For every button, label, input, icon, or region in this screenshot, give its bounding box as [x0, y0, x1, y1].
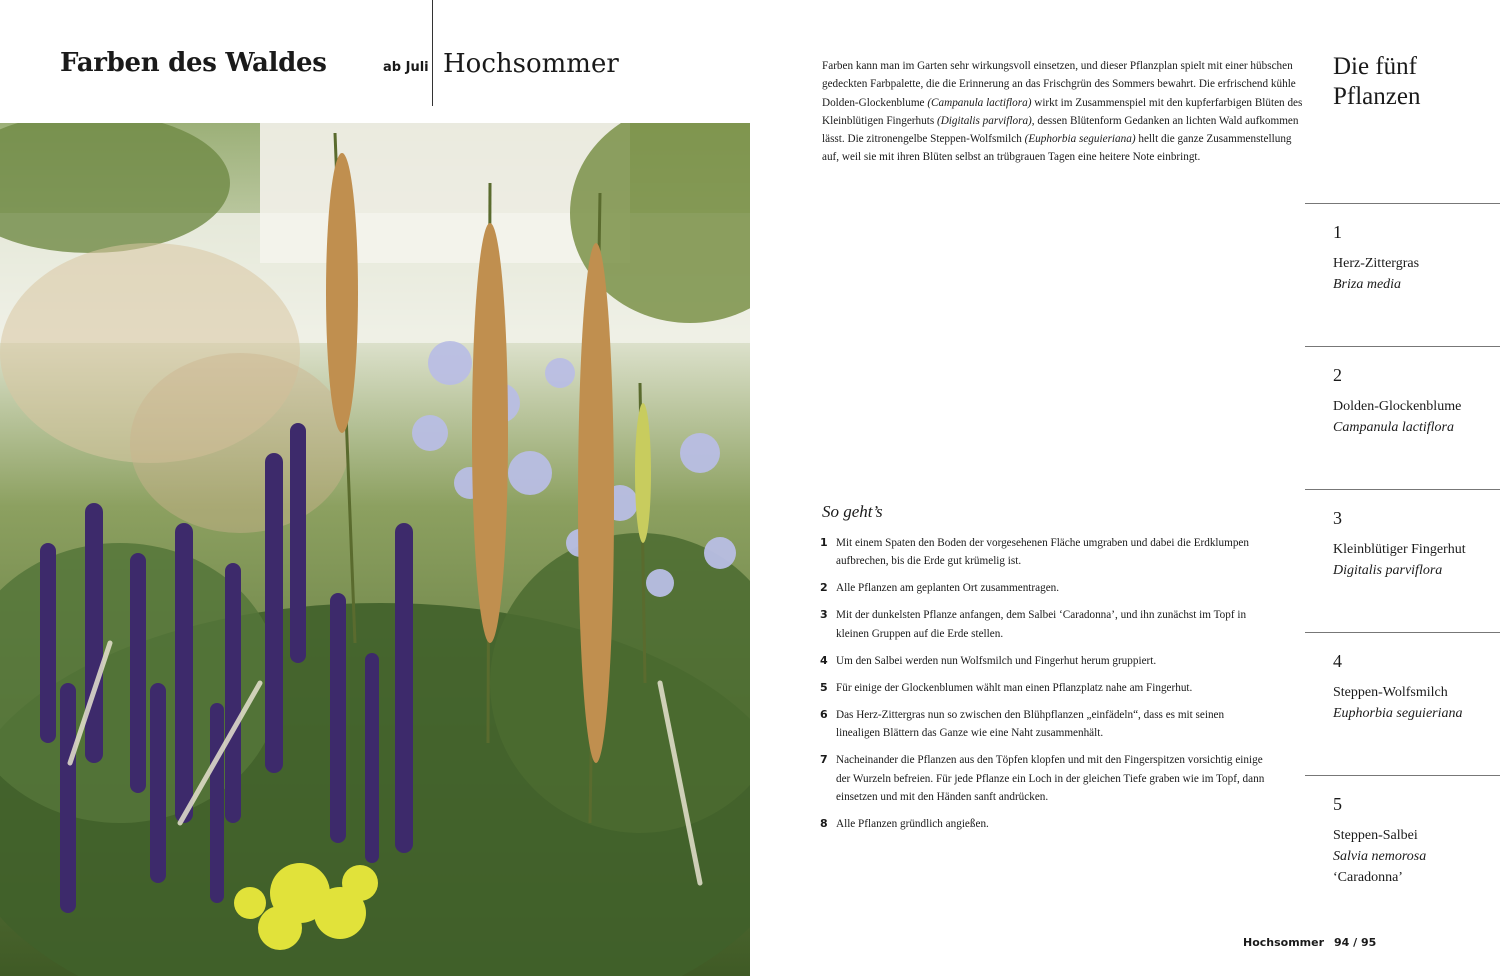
- plant-latin-name: Euphorbia seguieriana: [1333, 706, 1463, 721]
- plant-latin-name: Digitalis parviflora: [1333, 563, 1443, 578]
- plant-divider: [1305, 203, 1500, 204]
- plant-divider: [1305, 632, 1500, 633]
- instruction-step: [820, 534, 1270, 571]
- step-text: Nacheinander die Pflanzen aus den Töpfen klopfen und mit den Fingerspitzen vorsichtig einige der Wurzeln befreien. Für jede Pflanze ein Loch in der gleichen Tiefe graben wie im Topf, dann einsetzen und mit den Händen sanft andrücken.: [836, 754, 1265, 804]
- page-numbers: 94 / 95: [1334, 936, 1377, 949]
- plant-name: Dolden-Glockenblume: [1333, 399, 1462, 414]
- plant-latin-name: Campanula lactiflora: [1333, 420, 1454, 435]
- intro-text: [822, 57, 1308, 167]
- latin-name: (Euphorbia seguieriana): [1024, 133, 1136, 146]
- step-text: Für einige der Glockenblumen wählt man einen Pflanzplatz nahe am Fingerhut.: [836, 681, 1193, 694]
- season-heading: Hochsommer: [443, 49, 619, 79]
- step-text: Alle Pflanzen am geplanten Ort zusammentragen.: [836, 582, 1060, 595]
- plant-divider: [1305, 346, 1500, 347]
- latin-name: (Digitalis parviflora): [936, 114, 1032, 127]
- step-number: 1: [820, 536, 828, 549]
- plant-entry: [1333, 364, 1493, 438]
- header-divider: [432, 0, 433, 106]
- intro-paragraph: [822, 57, 1308, 167]
- plant-latin-name: Salvia nemorosa: [1333, 849, 1427, 864]
- plant-entry: [1333, 221, 1493, 295]
- plant-latin-name: Briza media: [1333, 277, 1402, 292]
- plant-number: 3: [1333, 508, 1342, 528]
- step-text: Um den Salbei werden nun Wolfsmilch und Fingerhut herum gruppiert.: [836, 654, 1157, 667]
- step-text: Alle Pflanzen gründlich angießen.: [836, 818, 989, 831]
- footer-section: Hochsommer: [1243, 936, 1325, 949]
- page-title: Farben des Waldes: [60, 48, 327, 78]
- plant-entry: [1333, 650, 1493, 724]
- instruction-step: [820, 815, 1270, 833]
- step-number: 7: [820, 753, 828, 767]
- instructions-title: So geht’s: [822, 502, 883, 521]
- step-number: 8: [820, 817, 828, 831]
- plant-number: 2: [1333, 365, 1342, 385]
- step-number: 3: [820, 608, 828, 622]
- intro-segment: , dessen Blütenform Gedanken an lichten Wald aufkommen lässt. Die zitronengelbe Steppen-Wolfsmilch: [822, 114, 1299, 146]
- plant-divider: [1305, 775, 1500, 776]
- latin-name: (Campanula lactiflora): [927, 96, 1032, 109]
- plant-number: 1: [1333, 222, 1342, 242]
- instruction-step: [820, 679, 1270, 697]
- plant-number: 4: [1333, 651, 1342, 671]
- intro-segment: hellt die ganze Zusammenstellung auf, weil sie mit ihren Blüten selbst an trübgrauen Tagen eine heitere Note einbringt.: [822, 133, 1292, 164]
- plant-name: Steppen-Salbei: [1333, 828, 1418, 843]
- plant-name: Steppen-Wolfsmilch: [1333, 685, 1448, 700]
- step-text: Mit einem Spaten den Boden der vorgesehenen Fläche umgraben und dabei die Erdklumpen aufbrechen, bis die Erde gut krümelig ist.: [836, 537, 1249, 568]
- instruction-step: [820, 606, 1270, 643]
- plant-entry: [1333, 793, 1493, 888]
- step-number: 2: [820, 581, 828, 595]
- step-text: Das Herz-Zittergras nun so zwischen den Blühpflanzen „einfädeln“, dass es mit seinen linealigen Blättern das Ganze wie eine Naht zusammenhält.: [836, 709, 1225, 740]
- plant-cultivar: ‘Caradonna’: [1333, 870, 1403, 885]
- step-number: 5: [820, 680, 828, 694]
- instruction-step: [820, 706, 1270, 743]
- instruction-step: [820, 652, 1270, 670]
- plant-name: Herz-Zittergras: [1333, 256, 1420, 271]
- plants-heading: Die fünf Pflanzen: [1333, 53, 1421, 110]
- plant-entry: [1333, 507, 1493, 581]
- instruction-step: [820, 579, 1270, 597]
- garden-photo: [0, 123, 750, 976]
- plant-divider: [1305, 489, 1500, 490]
- instruction-step: [820, 751, 1270, 806]
- step-number: 4: [820, 653, 828, 667]
- plant-name: Kleinblütiger Fingerhut: [1333, 542, 1466, 557]
- intro-segment: Farben kann man im Garten sehr wirkungsvoll einsetzen, und dieser Pflanzplan spielt mit einer hübschen gedeckten Farbpalette, die die Erinnerung an das Frischgrün des Sommers bewahrt. Die erfrischend kühle Dolden-Glockenblume: [822, 60, 1296, 109]
- season-tag: ab Juli: [383, 60, 429, 75]
- step-number: 6: [820, 708, 828, 722]
- plant-number: 5: [1333, 794, 1342, 814]
- step-text: Mit der dunkelsten Pflanze anfangen, dem Salbei ‘Caradonna’, und ihn zunächst im Topf in kleinen Gruppen auf die Erde stellen.: [836, 609, 1247, 640]
- intro-segment: wirkt im Zusammenspiel mit den kupferfarbigen Blüten des Kleinblütigen Fingerhuts: [822, 96, 1303, 127]
- instructions-list: [820, 534, 1270, 842]
